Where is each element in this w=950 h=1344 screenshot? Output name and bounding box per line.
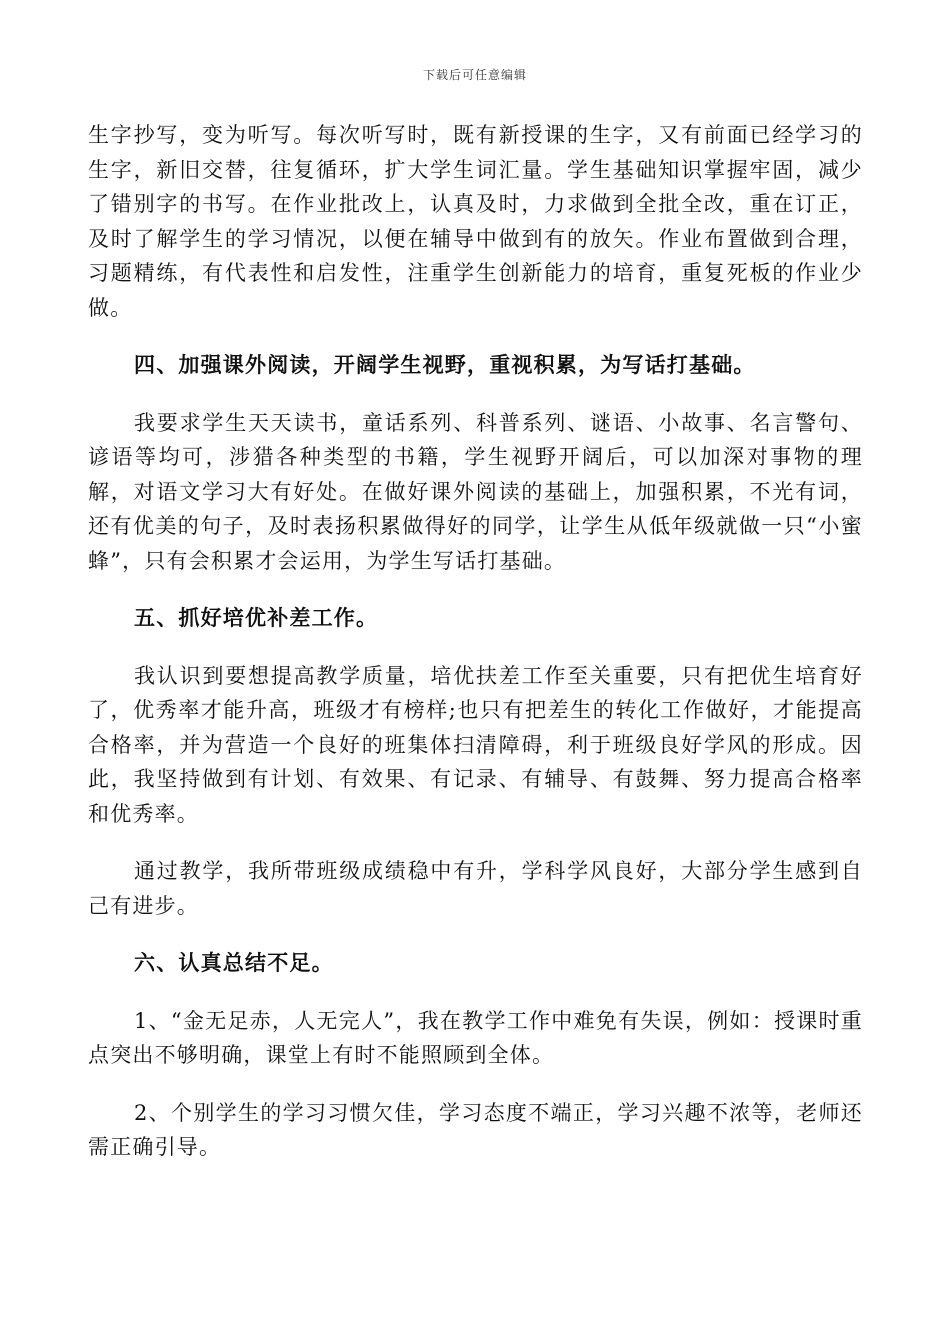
page-header: 下载后可任意编辑 [422,68,527,82]
section-6-item-1: 1、“金无足赤，人无完人”，我在教学工作中难免有失误，例如：授课时重点突出不够明确，课堂上有时不能照顾到全体。 [88,1008,863,1067]
section-heading-4: 四、加强课外阅读，开阔学生视野，重视积累，为写话打基础。 [134,353,756,377]
section-heading-6: 六、认真总结不足。 [134,951,334,975]
section-6-item-2: 2、个别学生的学习习惯欠佳，学习态度不端正，学习兴趣不浓等，老师还需正确引导。 [88,1100,863,1159]
section-4-paragraph: 我要求学生天天读书，童话系列、科普系列、谜语、小故事、名言警句、谚语等均可，涉猎各种类型的书籍，学生视野开阔后，可以加深对事物的理解，对语文学习大有好处。在做好课外阅读的基础上，加强积累，不光有词，还有优美的句子，及时表扬积累做得好的同学，让学生从低年级就做一只“小蜜蜂”，只有会积累才会运用，为学生写话打基础。 [88,410,863,573]
section-heading-5: 五、抓好培优补差工作。 [134,606,379,630]
section-5-paragraph-b: 通过教学，我所带班级成绩稳中有升，学科学风良好，大部分学生感到自己有进步。 [88,859,863,918]
document-body [88,118,863,1165]
section-5-paragraph-a: 我认识到要想提高教学质量，培优扶差工作至关重要，只有把优生培育好了，优秀率才能升高，班级才有榜样;也只有把差生的转化工作做好，才能提高合格率，并为营造一个良好的班集体扫清障碍，利于班级良好学风的形成。因此，我坚持做到有计划、有效果、有记录、有辅导、有鼓舞、努力提高合格率和优秀率。 [88,663,863,826]
intro-paragraph: 生字抄写，变为听写。每次听写时，既有新授课的生字，又有前面已经学习的生字，新旧交替，往复循环，扩大学生词汇量。学生基础知识掌握牢固，减少了错别字的书写。在作业批改上，认真及时，力求做到全批全改，重在订正，及时了解学生的学习情况，以便在辅导中做到有的放矢。作业布置做到合理，习题精练，有代表性和启发性，注重学生创新能力的培育，重复死板的作业少做。 [88,123,863,320]
